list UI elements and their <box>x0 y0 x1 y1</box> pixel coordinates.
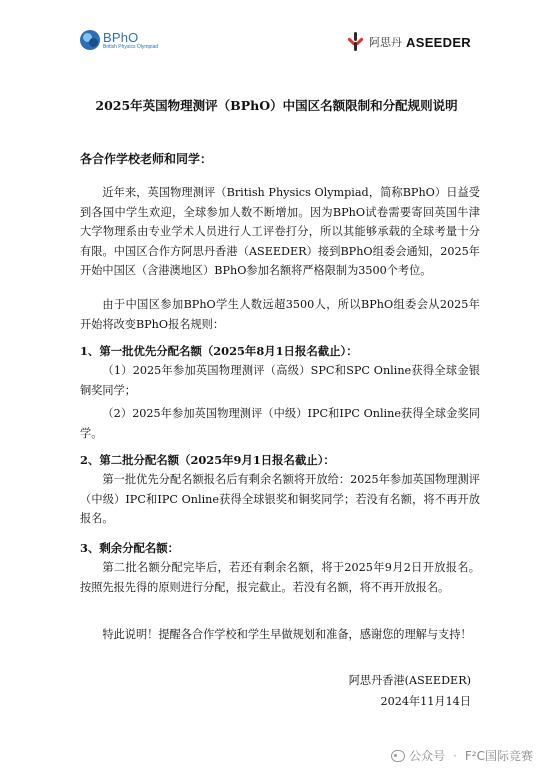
section-2-item-1: 第一批优先分配名额报名后有剩余名额将开放给：2025年参加英国物理测评（中级）IPC和IPC Online获得全球银奖和铜奖同学；若没有名额，将不再开放报名。 <box>80 473 480 526</box>
aseeder-logo <box>347 33 471 51</box>
document-title: 2025年英国物理测评（BPhO）中国区名额限制和分配规则说明 <box>95 98 458 113</box>
greeting: 各合作学校老师和同学： <box>80 152 213 166</box>
intro-paragraph-1: 近年来，英国物理测评（British Physics Olympiad，简称BPhO）日益受到各国中学生欢迎，全球参加人数不断增加。因为BPhO试卷需要寄回英国牛津大学物理系由专业学术人员进行人工评卷打分，所以其能够承载的全球考量十分有限。中国区合作方阿思丹香港（ASEEDER）接到BPhO组委会通知，2025年开始中国区（含港澳地区）BPhO参加名额将严格限制为3500个考位。 <box>80 186 480 278</box>
bpho-globe-icon <box>80 30 100 50</box>
watermark-right: F²C国际竞赛 <box>464 749 533 763</box>
wechat-icon <box>391 750 405 762</box>
watermark: 公众号 · F²C国际竞赛 <box>391 747 533 764</box>
bpho-logo-name: BPhO <box>103 29 139 45</box>
signature-date: 2024年11月14日 <box>380 695 471 708</box>
aseeder-logo-en: ASEEDER <box>406 34 471 50</box>
watermark-left: 公众号 <box>409 749 446 763</box>
aseeder-mark-icon <box>347 33 365 51</box>
section-3-item-1: 第二批名额分配完毕后，若还有剩余名额，将于2025年9月2日开放报名。按照先报先得的原则进行分配，报完截止。若没有名额，将不再开放报名。 <box>80 561 480 594</box>
page-header <box>0 0 553 60</box>
aseeder-logo-cn: 阿思丹 <box>369 36 403 49</box>
section-1-heading: 1、第一批优先分配名额（2025年8月1日报名截止）： <box>80 344 358 358</box>
bpho-logo <box>80 30 158 50</box>
intro-paragraph-2: 由于中国区参加BPhO学生人数远超3500人，所以BPhO组委会从2025年开始将改变BPhO报名规则： <box>80 298 480 331</box>
section-2-heading: 2、第二批分配名额（2025年9月1日报名截止）： <box>80 453 335 467</box>
section-3-heading: 3、剩余分配名额： <box>80 541 180 555</box>
closing-statement: 特此说明！提醒各合作学校和学生早做规划和准备，感谢您的理解与支持！ <box>102 628 472 641</box>
section-1-item-1: （1）2025年参加英国物理测评（高级）SPC和SPC Online获得全球金银铜奖同学； <box>80 364 480 397</box>
bpho-logo-subtitle: British Physics Olympiad <box>103 43 159 50</box>
signature-org: 阿思丹香港(ASEEDER) <box>348 674 471 687</box>
section-1-item-2: （2）2025年参加英国物理测评（中级）IPC和IPC Online获得全球金奖同学。 <box>80 407 480 440</box>
